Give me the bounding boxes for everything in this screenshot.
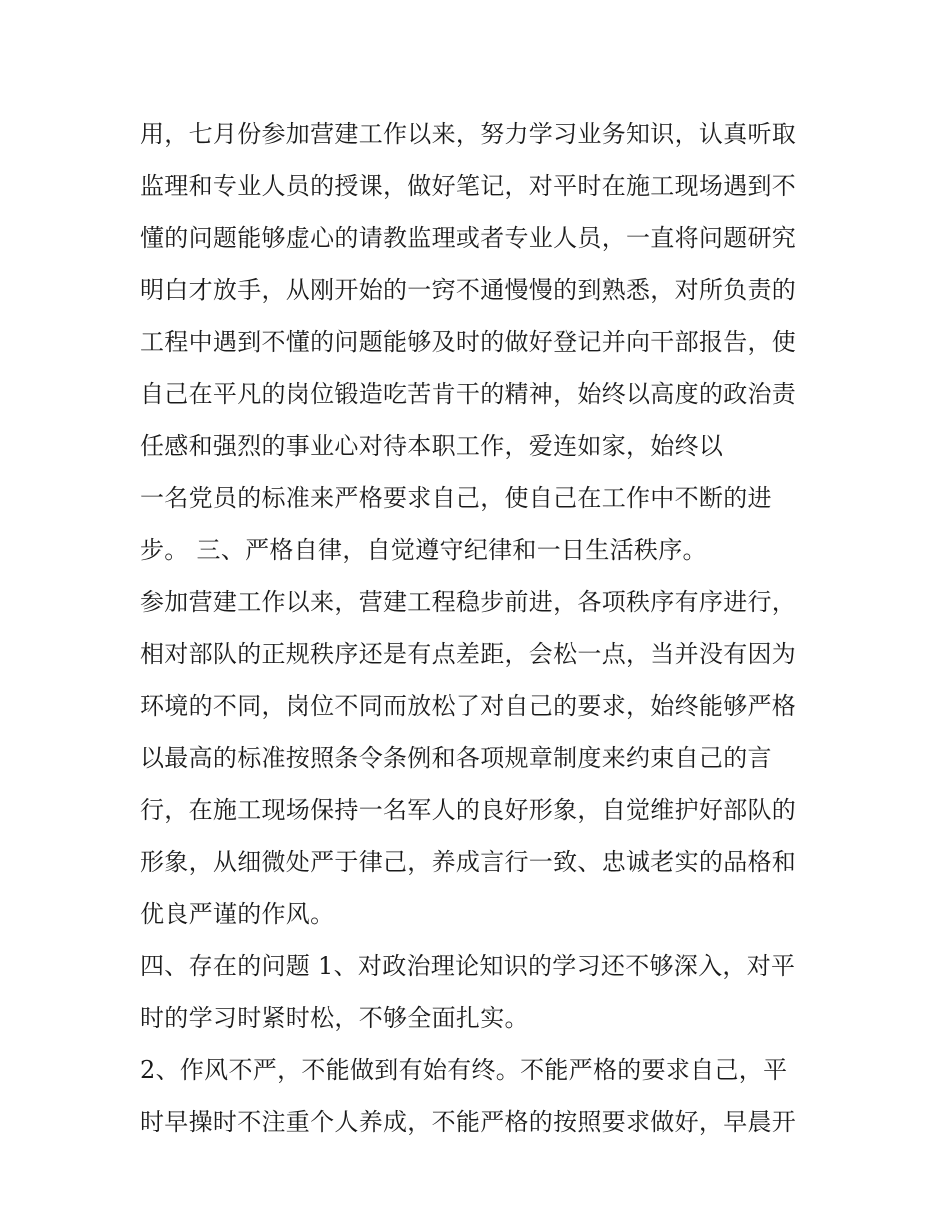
text-line: 用，七月份参加营建工作以来，努力学习业务知识，认真听取 [140,120,797,148]
text-line: 时的学习时紧时松，不够全面扎实。 [140,1004,529,1032]
text-line: 2、作风不严，不能做到有始有终。不能严格的要求自己，平 [140,1056,788,1084]
text-line: 自己在平凡的岗位锻造吃苦肯干的精神，始终以高度的政治责 [140,380,797,408]
text-line: 懂的问题能够虚心的请教监理或者专业人员，一直将问题研究 [140,224,797,252]
text-line: 步。 三、严格自律，自觉遵守纪律和一日生活秩序。 [140,536,707,564]
text-line: 一名党员的标准来严格要求自己，使自己在工作中不断的进 [140,484,772,512]
text-line: 参加营建工作以来，营建工程稳步前进，各项秩序有序进行， [140,588,797,616]
text-line: 任感和强烈的事业心对待本职工作，爱连如家，始终以 [140,432,724,460]
text-line: 明白才放手，从刚开始的一窍不通慢慢的到熟悉，对所负责的 [140,276,797,304]
text-line: 时早操时不注重个人养成，不能严格的按照要求做好，早晨开 [140,1108,797,1136]
text-line: 监理和专业人员的授课，做好笔记，对平时在施工现场遇到不 [140,172,797,200]
text-line: 四、存在的问题 1、对政治理论知识的学习还不够深入，对平 [140,952,796,980]
text-line: 行，在施工现场保持一名军人的良好形象，自觉维护好部队的 [140,796,797,824]
document-body [140,108,830,1148]
text-line: 环境的不同，岗位不同而放松了对自己的要求，始终能够严格 [140,692,797,720]
text-line: 形象，从细微处严于律己，养成言行一致、忠诚老实的品格和 [140,848,797,876]
text-line: 以最高的标准按照条令条例和各项规章制度来约束自己的言 [140,744,772,772]
text-line: 工程中遇到不懂的问题能够及时的做好登记并向干部报告，使 [140,328,797,356]
text-line: 优良严谨的作风。 [140,900,335,928]
text-line: 相对部队的正规秩序还是有点差距，会松一点，当并没有因为 [140,640,797,668]
